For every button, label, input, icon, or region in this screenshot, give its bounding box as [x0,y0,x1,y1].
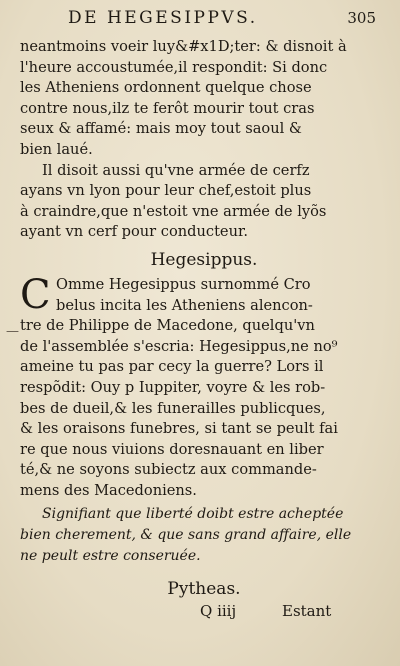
page-footer [0,602,400,626]
paragraph-lion-saying [20,161,388,243]
page-header [0,8,400,30]
text-line: & les oraisons funebres, si tant se peult fai [20,420,338,438]
section-heading-pytheas: Pytheas. [167,579,241,600]
paragraph-continuation [20,37,388,161]
text-line: té,& ne soyons subiectz aux commande- [20,461,317,479]
text-line: les Atheniens ordonnent quelque chose [20,79,312,97]
text-line: re que nous viuions doresnauant en liber [20,440,324,458]
text-line: Omme Hegesippus surnommé Cro [56,275,311,293]
italic-gloss [20,504,388,566]
text-line: respõdit: Ouy p Iuppiter, voyre & les rob- [20,378,326,396]
text-line: l'heure accoustumée,il respondit: Si donc [20,58,328,76]
text-line: bes de dueil,& les funerailles publicques, [20,399,326,417]
drop-cap: C [20,271,51,318]
italic-line: bien cherement, & que sans grand affaire, elle [20,527,352,544]
signature-mark: Q iiij [200,602,237,620]
text-line: Il disoit aussi qu'vne armée de cerfz [42,161,310,179]
page-body [6,37,388,604]
text-line: seux & affamé: mais moy tout saoul & [20,120,302,138]
text-line: neantmoins voeir luy&#x1D;ter: & disnoit à [20,38,347,55]
text-line: tre de Philippe de Macedone, quelqu'vn [20,317,315,335]
text-line: à craindre,que n'estoit vne armée de lyõs [20,202,327,220]
text-line: contre nous,ilz te ferôt mourir tout cras [20,99,315,117]
text-line: ayant vn cerf pour conducteur. [20,223,248,241]
text-line: ayans vn lyon pour leur chef,estoit plus [20,182,312,200]
margin-mark: — [6,323,19,339]
text-line: ameine tu pas par cecy la guerre? Lors il [20,358,324,376]
text-line: bien laué. [20,140,93,158]
page-number: 305 [347,9,376,27]
text-line: mens des Macedoniens. [20,481,197,499]
running-head: DE HEGESIPPVS. [68,8,258,28]
section-heading-hegesippus: Hegesippus. [150,249,258,270]
italic-line: ne peult estre conseruée. [20,547,201,564]
text-line: de l'assemblée s'escria: Hegesippus,ne no⁹ [20,337,338,355]
catchword: Estant [282,602,332,620]
text-line: belus incita les Atheniens alencon- [56,296,313,314]
italic-line: Signifiant que liberté doibt estre acheptée [42,506,344,523]
paragraph-hegesippus [6,271,388,502]
